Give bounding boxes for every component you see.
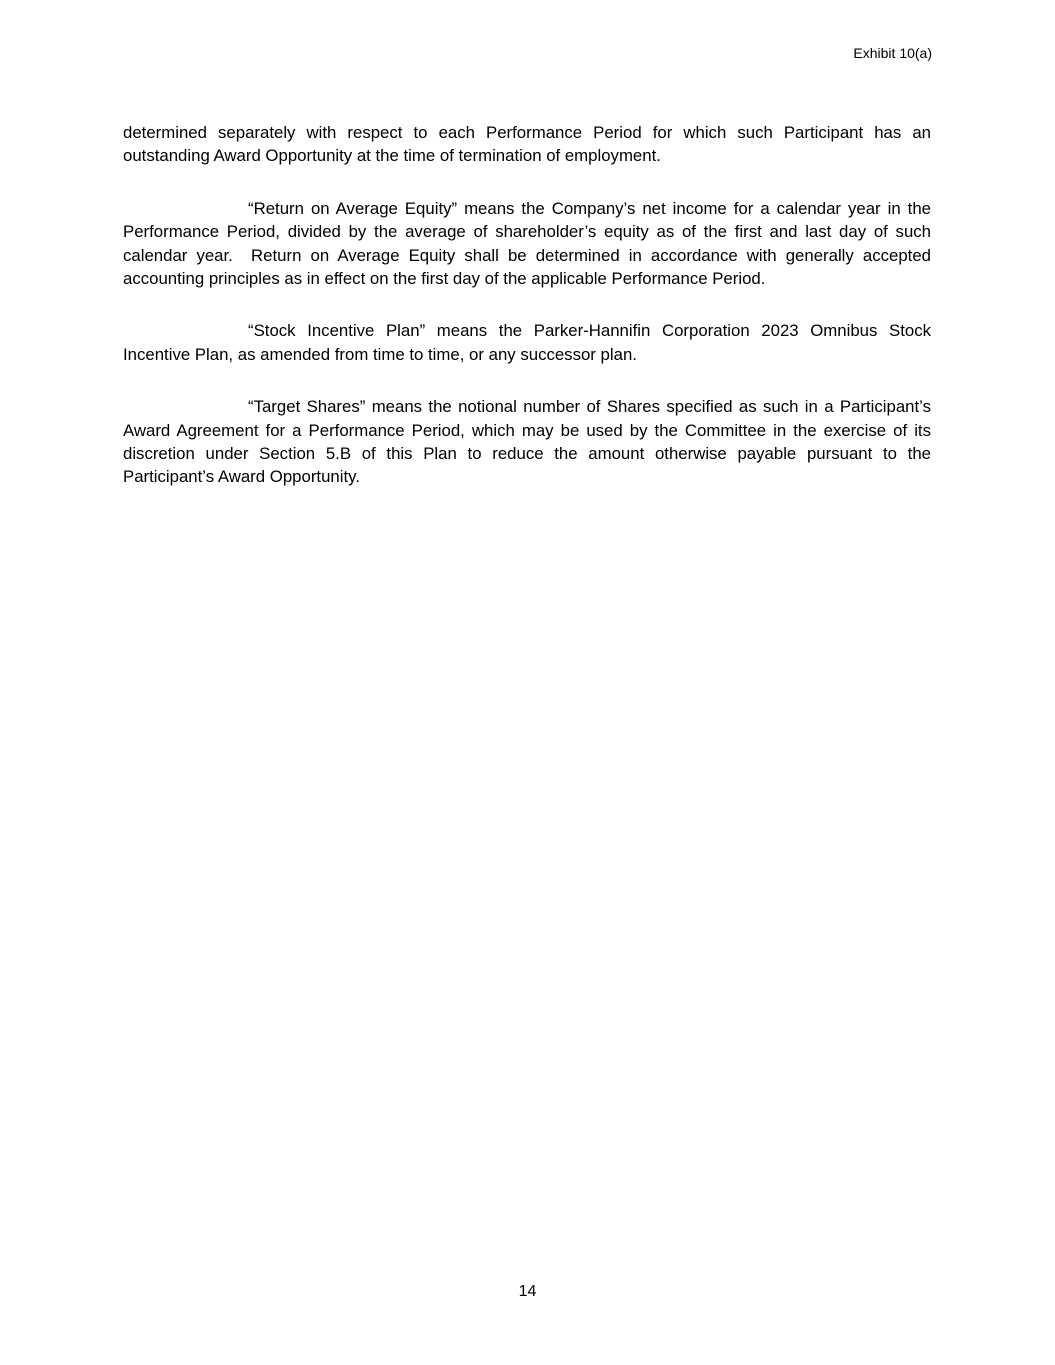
- paragraph-stock-incentive-plan-definition: “Stock Incentive Plan” means the Parker-Hannifin Corporation 2023 Omnibus Stock Incentive Plan, as amended from time to time, or any successor plan.: [123, 321, 931, 364]
- paragraph-return-on-average-equity-definition: “Return on Average Equity” means the Company’s net income for a calendar year in the Performance Period, divided by the average of shareholder’s equity as of the first and last day of such calendar year. Return on Average Equity shall be determined in accordance with generally accepted accounting principles as in effect on the first day of the applicable Performance Period.: [123, 198, 931, 289]
- paragraph-target-shares-definition: “Target Shares” means the notional number of Shares specified as such in a Participant’s Award Agreement for a Performance Period, which may be used by the Committee in the exercise of its discretion under Section 5.B of this Plan to reduce the amount otherwise payable pursuant to the Participant’s Award Opportunity.: [123, 397, 931, 487]
- exhibit-label: Exhibit 10(a): [853, 45, 932, 61]
- paragraph-termination-continuation: determined separately with respect to each Performance Period for which such Participant has an outstanding Award Opportunity at the time of termination of employment.: [123, 123, 931, 166]
- document-body: [123, 121, 931, 489]
- page-number: 14: [518, 1283, 537, 1300]
